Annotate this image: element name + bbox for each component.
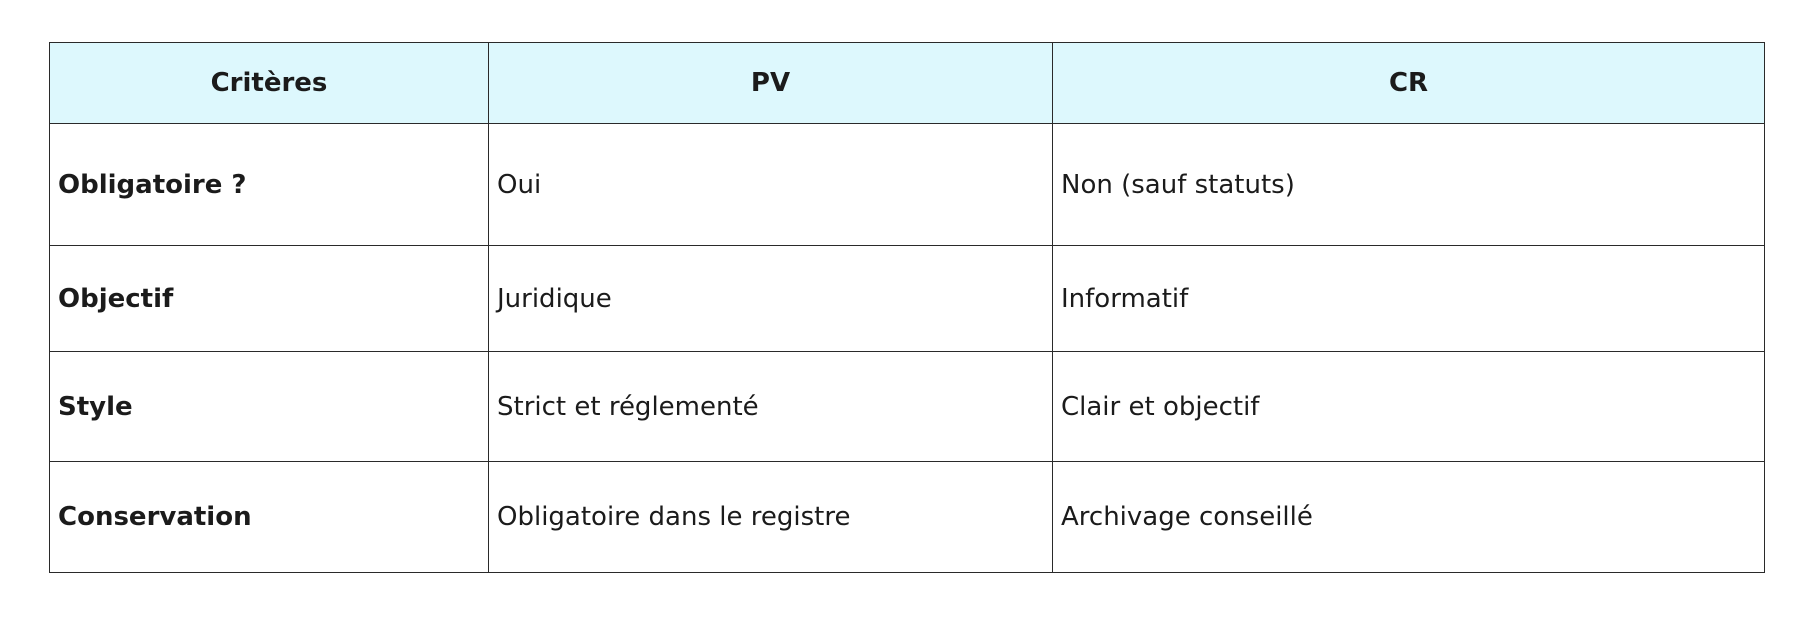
header-criteres: Critères [50, 43, 489, 124]
comparison-table-container [49, 42, 1764, 573]
table-row [50, 462, 1765, 573]
comparison-table [49, 42, 1765, 573]
cr-cell: Non (sauf statuts) [1053, 124, 1765, 246]
pv-cell: Strict et réglementé [489, 352, 1053, 462]
table-row [50, 246, 1765, 352]
pv-cell: Obligatoire dans le registre [489, 462, 1053, 573]
criterion-cell: Obligatoire ? [50, 124, 489, 246]
criterion-cell: Conservation [50, 462, 489, 573]
header-row [50, 43, 1765, 124]
pv-cell: Juridique [489, 246, 1053, 352]
cr-cell: Informatif [1053, 246, 1765, 352]
header-cr: CR [1053, 43, 1765, 124]
table-body [50, 124, 1765, 573]
cr-cell: Archivage conseillé [1053, 462, 1765, 573]
table-row [50, 124, 1765, 246]
cr-cell: Clair et objectif [1053, 352, 1765, 462]
table-header [50, 43, 1765, 124]
criterion-cell: Style [50, 352, 489, 462]
header-pv: PV [489, 43, 1053, 124]
criterion-cell: Objectif [50, 246, 489, 352]
table-row [50, 352, 1765, 462]
pv-cell: Oui [489, 124, 1053, 246]
